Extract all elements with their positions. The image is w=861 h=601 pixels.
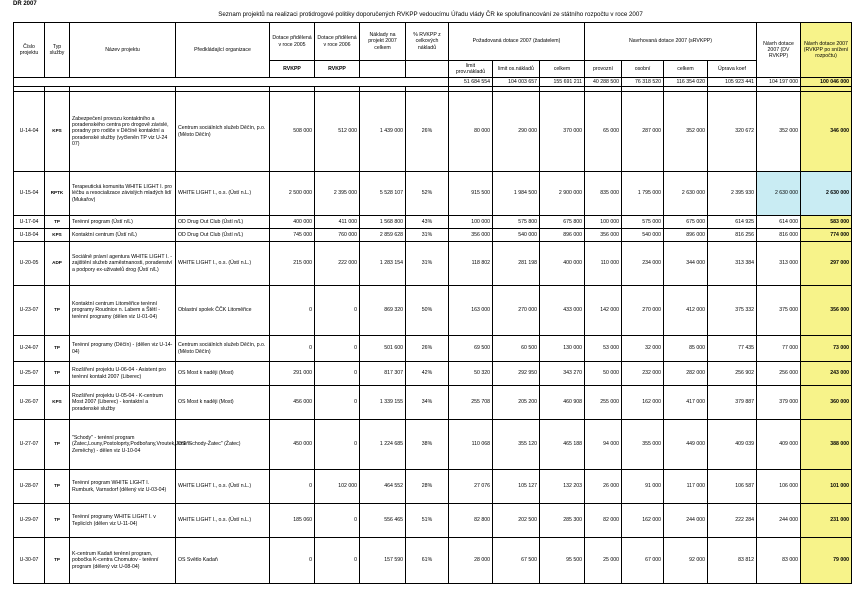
cell-project-name: Terénní programy WHITE LIGHT I. v Teplicích (dělen viz U-11-04) (70, 504, 176, 538)
cell-project-name: Zabezpečení provozu kontaktního a poradenského centra pro drogově závislé, poradny pro rodiče v Děčíně kontaktní a poradenské služby (vyčleněn TP viz U-24 07) (70, 92, 176, 172)
header-typ: Typ služby (45, 23, 70, 78)
document-code: DŘ 2007 (13, 1, 37, 7)
total-limit-prov: 51 684 554 (449, 78, 493, 87)
cell-requested-personnel: 292 950 (493, 362, 540, 386)
cell-grant-2005: 0 (270, 336, 315, 362)
cell-rvkpp-percent: 34% (406, 386, 449, 420)
cell-grant-2006: 512 000 (315, 92, 360, 172)
cell-proposed-personnel: 162 000 (622, 504, 664, 538)
cell-proposal-dv: 244 000 (757, 504, 801, 538)
cell-requested-total: 400 000 (540, 242, 585, 286)
cell-proposed-adjusted: 816 256 (708, 229, 757, 242)
cell-proposal-dv: 106 000 (757, 470, 801, 504)
cell-grant-2006: 0 (315, 386, 360, 420)
header-organizace: Předkládající organizace (176, 23, 270, 78)
total-uprava: 105 923 441 (708, 78, 757, 87)
cell-requested-personnel: 60 500 (493, 336, 540, 362)
cell-requested-personnel: 575 800 (493, 216, 540, 229)
cell-proposed-adjusted: 375 332 (708, 286, 757, 336)
cell-proposed-operating: 835 000 (585, 172, 622, 216)
cell-project-name: Terénní program WHITE LIGHT I. Rumburk, Varnsdorf (dělený viz U-03-04) (70, 470, 176, 504)
cell-requested-personnel: 270 000 (493, 286, 540, 336)
total-provozni: 40 288 500 (585, 78, 622, 87)
cell-grant-2006: 0 (315, 538, 360, 584)
cell-requested-total: 343 270 (540, 362, 585, 386)
cell-requested-total: 460 908 (540, 386, 585, 420)
totals-spacer (14, 78, 449, 87)
cell-proposed-operating: 255 000 (585, 386, 622, 420)
cell-proposal-final: 243 000 (801, 362, 852, 386)
cell-proposed-adjusted: 320 672 (708, 92, 757, 172)
cell-organization: OS "Schody-Žatec" (Žatec) (176, 420, 270, 470)
cell-organization: Centrum sociálních služeb Děčín, p.o. (Město Děčín) (176, 92, 270, 172)
total-limit-os: 104 003 657 (493, 78, 540, 87)
cell-grant-2006: 0 (315, 362, 360, 386)
cell-project-number: U-23-07 (14, 286, 45, 336)
cell-proposal-final: 583 000 (801, 216, 852, 229)
cell-project-name: Terénní program (Ústí n/L) (70, 216, 176, 229)
cell-grant-2005: 456 000 (270, 386, 315, 420)
cell-service-type: RPTK (45, 172, 70, 216)
cell-requested-operating: 80 000 (449, 92, 493, 172)
cell-organization: WHITE LIGHT I., o.s. (Ústí n.L.) (176, 242, 270, 286)
cell-proposed-operating: 94 000 (585, 420, 622, 470)
cell-requested-total: 896 000 (540, 229, 585, 242)
cell-project-number: U-28-07 (14, 470, 45, 504)
cell-total-costs: 556 465 (360, 504, 406, 538)
subheader-rvkpp-2006: RVKPP (315, 61, 360, 78)
cell-requested-personnel: 290 000 (493, 92, 540, 172)
table-row (14, 286, 852, 336)
cell-proposed-operating: 53 000 (585, 336, 622, 362)
subheader-empty-2 (406, 61, 449, 78)
cell-project-number: U-30-07 (14, 538, 45, 584)
cell-proposal-dv: 2 630 000 (757, 172, 801, 216)
projects-table-body (14, 92, 852, 584)
cell-total-costs: 1 439 000 (360, 92, 406, 172)
cell-grant-2006: 0 (315, 504, 360, 538)
cell-proposed-total: 282 000 (664, 362, 708, 386)
cell-proposal-final: 2 630 000 (801, 172, 852, 216)
cell-requested-personnel: 67 500 (493, 538, 540, 584)
cell-service-type: KPS (45, 386, 70, 420)
cell-proposed-personnel: 232 000 (622, 362, 664, 386)
cell-service-type: TP (45, 216, 70, 229)
cell-proposed-personnel: 287 000 (622, 92, 664, 172)
table-row (14, 470, 852, 504)
cell-project-number: U-17-04 (14, 216, 45, 229)
projects-table (13, 22, 852, 584)
cell-service-type: TP (45, 286, 70, 336)
cell-proposed-total: 92 000 (664, 538, 708, 584)
cell-organization: OS Most k naději (Most) (176, 362, 270, 386)
cell-grant-2005: 745 000 (270, 229, 315, 242)
cell-proposed-total: 449 000 (664, 420, 708, 470)
cell-organization: OD Drug Out Club (Ústí n/L) (176, 229, 270, 242)
cell-proposal-dv: 375 000 (757, 286, 801, 336)
cell-project-number: U-26-07 (14, 386, 45, 420)
cell-proposal-dv: 256 000 (757, 362, 801, 386)
cell-service-type: TP (45, 538, 70, 584)
cell-project-number: U-25-07 (14, 362, 45, 386)
table-row (14, 92, 852, 172)
cell-project-number: U-18-04 (14, 229, 45, 242)
cell-total-costs: 501 600 (360, 336, 406, 362)
cell-service-type: TP (45, 420, 70, 470)
cell-requested-personnel: 1 984 500 (493, 172, 540, 216)
cell-proposed-personnel: 162 000 (622, 386, 664, 420)
subheader-celkem-poz: celkem (540, 61, 585, 78)
cell-proposed-adjusted: 379 887 (708, 386, 757, 420)
header-dotace-2005: Dotace přidělená v roce 2005 (270, 23, 315, 61)
cell-requested-operating: 163 000 (449, 286, 493, 336)
cell-rvkpp-percent: 61% (406, 538, 449, 584)
cell-requested-personnel: 105 127 (493, 470, 540, 504)
cell-rvkpp-percent: 31% (406, 242, 449, 286)
cell-requested-total: 132 203 (540, 470, 585, 504)
cell-proposed-adjusted: 106 587 (708, 470, 757, 504)
cell-requested-operating: 110 068 (449, 420, 493, 470)
cell-total-costs: 1 283 154 (360, 242, 406, 286)
subheader-limit-os: limit os.nákladů (493, 61, 540, 78)
cell-rvkpp-percent: 43% (406, 216, 449, 229)
cell-proposed-total: 412 000 (664, 286, 708, 336)
cell-total-costs: 1 568 800 (360, 216, 406, 229)
cell-grant-2005: 291 000 (270, 362, 315, 386)
cell-proposed-total: 244 000 (664, 504, 708, 538)
cell-project-name: Kontaktní centrum Litoměřice terénní programy Roudnice n. Labem a Štětí - terénní programy (dělen viz U-01-04) (70, 286, 176, 336)
cell-grant-2005: 185 060 (270, 504, 315, 538)
cell-requested-total: 95 500 (540, 538, 585, 584)
cell-grant-2005: 0 (270, 286, 315, 336)
cell-proposal-dv: 313 000 (757, 242, 801, 286)
cell-requested-operating: 50 320 (449, 362, 493, 386)
cell-proposed-adjusted: 222 284 (708, 504, 757, 538)
cell-requested-personnel: 540 000 (493, 229, 540, 242)
cell-grant-2005: 2 500 000 (270, 172, 315, 216)
cell-service-type: KPS (45, 229, 70, 242)
cell-grant-2006: 411 000 (315, 216, 360, 229)
cell-service-type: TP (45, 504, 70, 538)
cell-requested-personnel: 205 200 (493, 386, 540, 420)
header-dotace-2006: Dotace přidělená v roce 2006 (315, 23, 360, 61)
cell-project-number: U-20-05 (14, 242, 45, 286)
cell-total-costs: 1 339 155 (360, 386, 406, 420)
table-row (14, 336, 852, 362)
cell-requested-operating: 69 500 (449, 336, 493, 362)
cell-project-number: U-15-04 (14, 172, 45, 216)
cell-proposed-total: 85 000 (664, 336, 708, 362)
header-navrh-dv: Návrh dotace 2007 (DV RVKPP) (757, 23, 801, 78)
cell-organization: OS Most k naději (Most) (176, 386, 270, 420)
subheader-provozni: provozní (585, 61, 622, 78)
cell-requested-total: 465 188 (540, 420, 585, 470)
cell-requested-total: 2 900 000 (540, 172, 585, 216)
subheader-osobni: osobní (622, 61, 664, 78)
cell-grant-2005: 508 000 (270, 92, 315, 172)
cell-requested-personnel: 355 120 (493, 420, 540, 470)
header-nazev: Název projektu (70, 23, 176, 78)
cell-requested-operating: 255 708 (449, 386, 493, 420)
cell-project-name: K-centrum Kadaň terénní program, pobočka K-centra Chomutov - terénní program (dělený viz U-08-04) (70, 538, 176, 584)
total-celkem-nav: 116 354 020 (664, 78, 708, 87)
cell-proposal-final: 231 000 (801, 504, 852, 538)
cell-rvkpp-percent: 28% (406, 470, 449, 504)
cell-requested-operating: 356 000 (449, 229, 493, 242)
cell-grant-2005: 450 000 (270, 420, 315, 470)
cell-grant-2005: 400 000 (270, 216, 315, 229)
cell-rvkpp-percent: 38% (406, 420, 449, 470)
cell-organization: Oblastní spolek ČČK Litoměřice (176, 286, 270, 336)
cell-proposed-adjusted: 77 435 (708, 336, 757, 362)
cell-service-type: TP (45, 362, 70, 386)
cell-proposed-personnel: 32 000 (622, 336, 664, 362)
cell-proposed-adjusted: 83 812 (708, 538, 757, 584)
cell-proposal-final: 79 000 (801, 538, 852, 584)
totals-row (14, 78, 852, 87)
subheader-celkem-nav: celkem (664, 61, 708, 78)
table-row (14, 420, 852, 470)
cell-proposal-final: 73 000 (801, 336, 852, 362)
cell-total-costs: 157 590 (360, 538, 406, 584)
cell-organization: WHITE LIGHT I., o.s. (Ústí n.L.) (176, 470, 270, 504)
header-row (14, 23, 852, 61)
cell-proposal-final: 346 000 (801, 92, 852, 172)
table-row (14, 172, 852, 216)
cell-rvkpp-percent: 42% (406, 362, 449, 386)
cell-proposed-personnel: 67 000 (622, 538, 664, 584)
cell-grant-2005: 0 (270, 538, 315, 584)
cell-proposed-personnel: 575 000 (622, 216, 664, 229)
cell-project-name: Rozšíření projektu U-05-04 - K-centrum Most 2007 (Liberec) - kontaktní a poradenské služby (70, 386, 176, 420)
table-row (14, 229, 852, 242)
subheader-rvkpp-2005: RVKPP (270, 61, 315, 78)
cell-rvkpp-percent: 31% (406, 229, 449, 242)
cell-proposed-total: 352 000 (664, 92, 708, 172)
header-cislo: Číslo projektu (14, 23, 45, 78)
cell-proposal-final: 360 000 (801, 386, 852, 420)
cell-proposal-dv: 77 000 (757, 336, 801, 362)
cell-total-costs: 1 224 685 (360, 420, 406, 470)
cell-proposed-adjusted: 614 925 (708, 216, 757, 229)
cell-service-type: TP (45, 470, 70, 504)
cell-proposed-personnel: 270 000 (622, 286, 664, 336)
cell-rvkpp-percent: 50% (406, 286, 449, 336)
cell-project-number: U-14-04 (14, 92, 45, 172)
cell-grant-2006: 102 000 (315, 470, 360, 504)
cell-proposed-adjusted: 409 039 (708, 420, 757, 470)
cell-project-name: Sociálně právní agentura WHITE LIGHT I. - zajištění služeb zaměstnanosti, poradenství a podpory ex-uživatelů drog (Ústí n/L) (70, 242, 176, 286)
subheader-uprava: Úprava koef (708, 61, 757, 78)
table-row (14, 504, 852, 538)
cell-requested-personnel: 281 198 (493, 242, 540, 286)
total-navrh-dv: 104 197 000 (757, 78, 801, 87)
cell-requested-total: 285 300 (540, 504, 585, 538)
cell-proposal-dv: 352 000 (757, 92, 801, 172)
cell-proposal-dv: 379 000 (757, 386, 801, 420)
cell-grant-2006: 760 000 (315, 229, 360, 242)
cell-proposal-dv: 83 000 (757, 538, 801, 584)
cell-grant-2006: 222 000 (315, 242, 360, 286)
cell-proposed-operating: 142 000 (585, 286, 622, 336)
cell-grant-2006: 2 395 000 (315, 172, 360, 216)
cell-requested-total: 130 000 (540, 336, 585, 362)
cell-project-number: U-27-07 (14, 420, 45, 470)
cell-proposal-final: 101 000 (801, 470, 852, 504)
cell-proposed-personnel: 355 000 (622, 420, 664, 470)
cell-requested-operating: 27 076 (449, 470, 493, 504)
cell-proposal-dv: 816 000 (757, 229, 801, 242)
cell-organization: WHITE LIGHT I., o.s. (Ústí n.L.) (176, 504, 270, 538)
cell-proposed-total: 344 000 (664, 242, 708, 286)
cell-proposed-operating: 82 000 (585, 504, 622, 538)
cell-proposed-personnel: 1 795 000 (622, 172, 664, 216)
cell-requested-operating: 118 802 (449, 242, 493, 286)
cell-proposed-adjusted: 313 384 (708, 242, 757, 286)
cell-proposed-total: 2 630 000 (664, 172, 708, 216)
cell-proposal-dv: 614 000 (757, 216, 801, 229)
header-procento: % RVKPP z celkových nákladů (406, 23, 449, 61)
cell-requested-operating: 915 500 (449, 172, 493, 216)
cell-proposed-personnel: 540 000 (622, 229, 664, 242)
cell-service-type: ADP (45, 242, 70, 286)
cell-service-type: TP (45, 336, 70, 362)
cell-organization: Centrum sociálních služeb Děčín, p.o. (Město Děčín) (176, 336, 270, 362)
total-osobni: 76 318 520 (622, 78, 664, 87)
cell-requested-total: 370 000 (540, 92, 585, 172)
cell-grant-2006: 0 (315, 336, 360, 362)
cell-total-costs: 5 528 107 (360, 172, 406, 216)
cell-project-name: Rozšíření projektu U-06-04 - Asistent pro terénní kontakt 2007 (Liberec) (70, 362, 176, 386)
cell-proposed-personnel: 234 000 (622, 242, 664, 286)
header-pozadovana: Požadovaná dotace 2007 (žadatelem) (449, 23, 585, 61)
cell-rvkpp-percent: 26% (406, 92, 449, 172)
cell-service-type: KPS (45, 92, 70, 172)
cell-proposed-total: 417 000 (664, 386, 708, 420)
cell-project-name: Terénní programy (Děčín) - (dělen viz U-14-04) (70, 336, 176, 362)
subheader-limit-prov: limit prov.nákladů (449, 61, 493, 78)
table-row (14, 242, 852, 286)
cell-proposed-operating: 100 000 (585, 216, 622, 229)
cell-proposed-total: 117 000 (664, 470, 708, 504)
cell-grant-2006: 0 (315, 420, 360, 470)
table-row (14, 216, 852, 229)
cell-proposal-final: 297 000 (801, 242, 852, 286)
cell-rvkpp-percent: 52% (406, 172, 449, 216)
cell-project-name: Terapeutická komunita WHITE LIGHT I. pro léčbu a resocializace závislých mladých lidí (Mukařov) (70, 172, 176, 216)
header-navrhovana: Navrhovaná dotace 2007 (sRVKPP) (585, 23, 757, 61)
header-naklady: Náklady na projekt 2007 celkem (360, 23, 406, 61)
cell-proposal-final: 356 000 (801, 286, 852, 336)
cell-proposed-operating: 25 000 (585, 538, 622, 584)
cell-total-costs: 464 552 (360, 470, 406, 504)
cell-grant-2005: 0 (270, 470, 315, 504)
cell-total-costs: 817 307 (360, 362, 406, 386)
table-row (14, 386, 852, 420)
cell-proposed-total: 675 000 (664, 216, 708, 229)
cell-organization: WHITE LIGHT I., o.s. (Ústí n.L.) (176, 172, 270, 216)
cell-requested-total: 675 800 (540, 216, 585, 229)
cell-total-costs: 869 320 (360, 286, 406, 336)
cell-project-number: U-24-07 (14, 336, 45, 362)
cell-proposed-operating: 110 000 (585, 242, 622, 286)
header-navrh-final: Návrh dotace 2007 (RVKPP po snížení rozpočtu) (801, 23, 852, 78)
cell-grant-2005: 215 000 (270, 242, 315, 286)
subheader-empty-1 (360, 61, 406, 78)
cell-requested-operating: 28 000 (449, 538, 493, 584)
total-navrh-final: 100 046 000 (801, 78, 852, 87)
cell-organization: OS Světlo Kadaň (176, 538, 270, 584)
cell-proposed-operating: 65 000 (585, 92, 622, 172)
cell-requested-personnel: 202 500 (493, 504, 540, 538)
cell-rvkpp-percent: 26% (406, 336, 449, 362)
cell-proposed-adjusted: 2 395 930 (708, 172, 757, 216)
cell-requested-operating: 82 800 (449, 504, 493, 538)
total-celkem-poz: 155 691 211 (540, 78, 585, 87)
cell-project-number: U-29-07 (14, 504, 45, 538)
document-title: Seznam projektů na realizaci protidrogové politiky doporučených RVKPP vedoucímu Úřadu vlády ČR ke spolufinancování ze státního rozpočtu v roce 2007 (218, 11, 643, 18)
cell-requested-total: 433 000 (540, 286, 585, 336)
cell-rvkpp-percent: 51% (406, 504, 449, 538)
cell-organization: OD Drug Out Club (Ústí n/L) (176, 216, 270, 229)
table-row (14, 538, 852, 584)
cell-proposed-adjusted: 256 902 (708, 362, 757, 386)
cell-proposal-dv: 409 000 (757, 420, 801, 470)
cell-project-name: Kontaktní centrum (Ústí n/L) (70, 229, 176, 242)
cell-proposed-operating: 50 000 (585, 362, 622, 386)
cell-proposed-total: 896 000 (664, 229, 708, 242)
table-row (14, 362, 852, 386)
cell-project-name: "Schody" - terénní program (Žatec,Louny,Postoloprty,Podbořany,Vroutek,Jimlín-Zeměchy) - dělen viz U-10-04 (70, 420, 176, 470)
cell-grant-2006: 0 (315, 286, 360, 336)
cell-proposal-final: 388 000 (801, 420, 852, 470)
cell-total-costs: 2 859 628 (360, 229, 406, 242)
cell-proposal-final: 774 000 (801, 229, 852, 242)
cell-proposed-personnel: 91 000 (622, 470, 664, 504)
cell-requested-operating: 100 000 (449, 216, 493, 229)
cell-proposed-operating: 26 000 (585, 470, 622, 504)
cell-proposed-operating: 356 000 (585, 229, 622, 242)
